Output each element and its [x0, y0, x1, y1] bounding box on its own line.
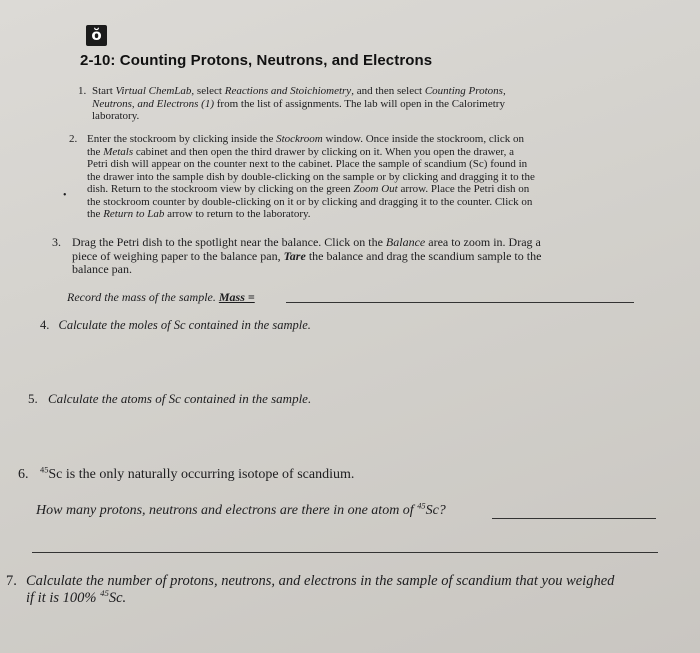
step-1-text [92, 85, 598, 123]
step-1-number: 1. [78, 85, 87, 97]
step-5-number: 5. [28, 391, 38, 406]
step-2-text: Enter the stockroom by clicking inside the Stockroom window. Once inside the stockroom, click on the Metals cabinet and then open the third drawer by clicking on it. When you open the drawer, a Petri dish will appear on the counter next to the cabinet. Place the sample of scandium (Sc) found in the drawer into the sample dish by double-clicking on the sample or by clicking and dragging it to the dish. Return to the stockroom view by clicking on the green Zoom Out arrow. Place the Petri dish on the stockroom counter by double-clicking on it or by clicking and dragging it to the counter. Click on the Return to Lab arrow to return to the laboratory. [87, 133, 535, 220]
step-1 [78, 85, 598, 123]
bullet-mark: • [63, 190, 67, 201]
step-5-text: Calculate the atoms of Sc contained in the sample. [48, 391, 312, 406]
step-2-number: 2. [69, 133, 78, 145]
step-5 [28, 391, 311, 407]
step-6-text: $^{45}$Sc is the only naturally occurring isotope of scandium. [40, 465, 355, 482]
page-title: 2-10: Counting Protons, Neutrons, and Electrons [80, 52, 433, 69]
step-1-line-2: Neutrons, and Electrons (1) from the list of assignments. The lab will open in the Calorimetry [92, 97, 505, 110]
step-1-line-1: Start Virtual ChemLab, select Reactions and Stoichiometry, and then select Counting Protons, [92, 85, 506, 97]
step-7-number: 7. [6, 573, 17, 589]
step-6-question: How many protons, neutrons and electrons are there in one atom of $^{45}$Sc? [36, 501, 446, 518]
step-6-answer-line-2[interactable] [32, 552, 658, 553]
step-4-number: 4. [40, 318, 50, 332]
record-mass-prompt: Record the mass of the sample. Mass = [67, 290, 255, 304]
mass-answer-line[interactable] [286, 302, 634, 303]
logo-glyph: ŏ [91, 26, 102, 44]
step-3-text: Drag the Petri dish to the spotlight near the balance. Click on the Balance area to zoom in. Drag a piece of weighing paper to the balance pan, Tare the balance and drag the scandium sample to the balance pan. [72, 235, 542, 276]
step-6-answer-line-1[interactable] [492, 518, 656, 519]
step-6-number: 6. [18, 467, 29, 482]
step-1-line-3: laboratory. [92, 110, 140, 122]
step-7-text: Calculate the number of protons, neutrons, and electrons in the sample of scandium that you weighed if it is 100% $^{45}$Sc. [26, 573, 615, 606]
logo [86, 25, 107, 46]
step-6 [18, 467, 354, 483]
step-4-text: Calculate the moles of Sc contained in the sample. [58, 318, 311, 332]
step-3 [52, 236, 632, 277]
step-7 [6, 573, 696, 607]
step-4 [40, 318, 311, 333]
step-2 [69, 133, 629, 221]
step-3-number: 3. [52, 235, 61, 249]
